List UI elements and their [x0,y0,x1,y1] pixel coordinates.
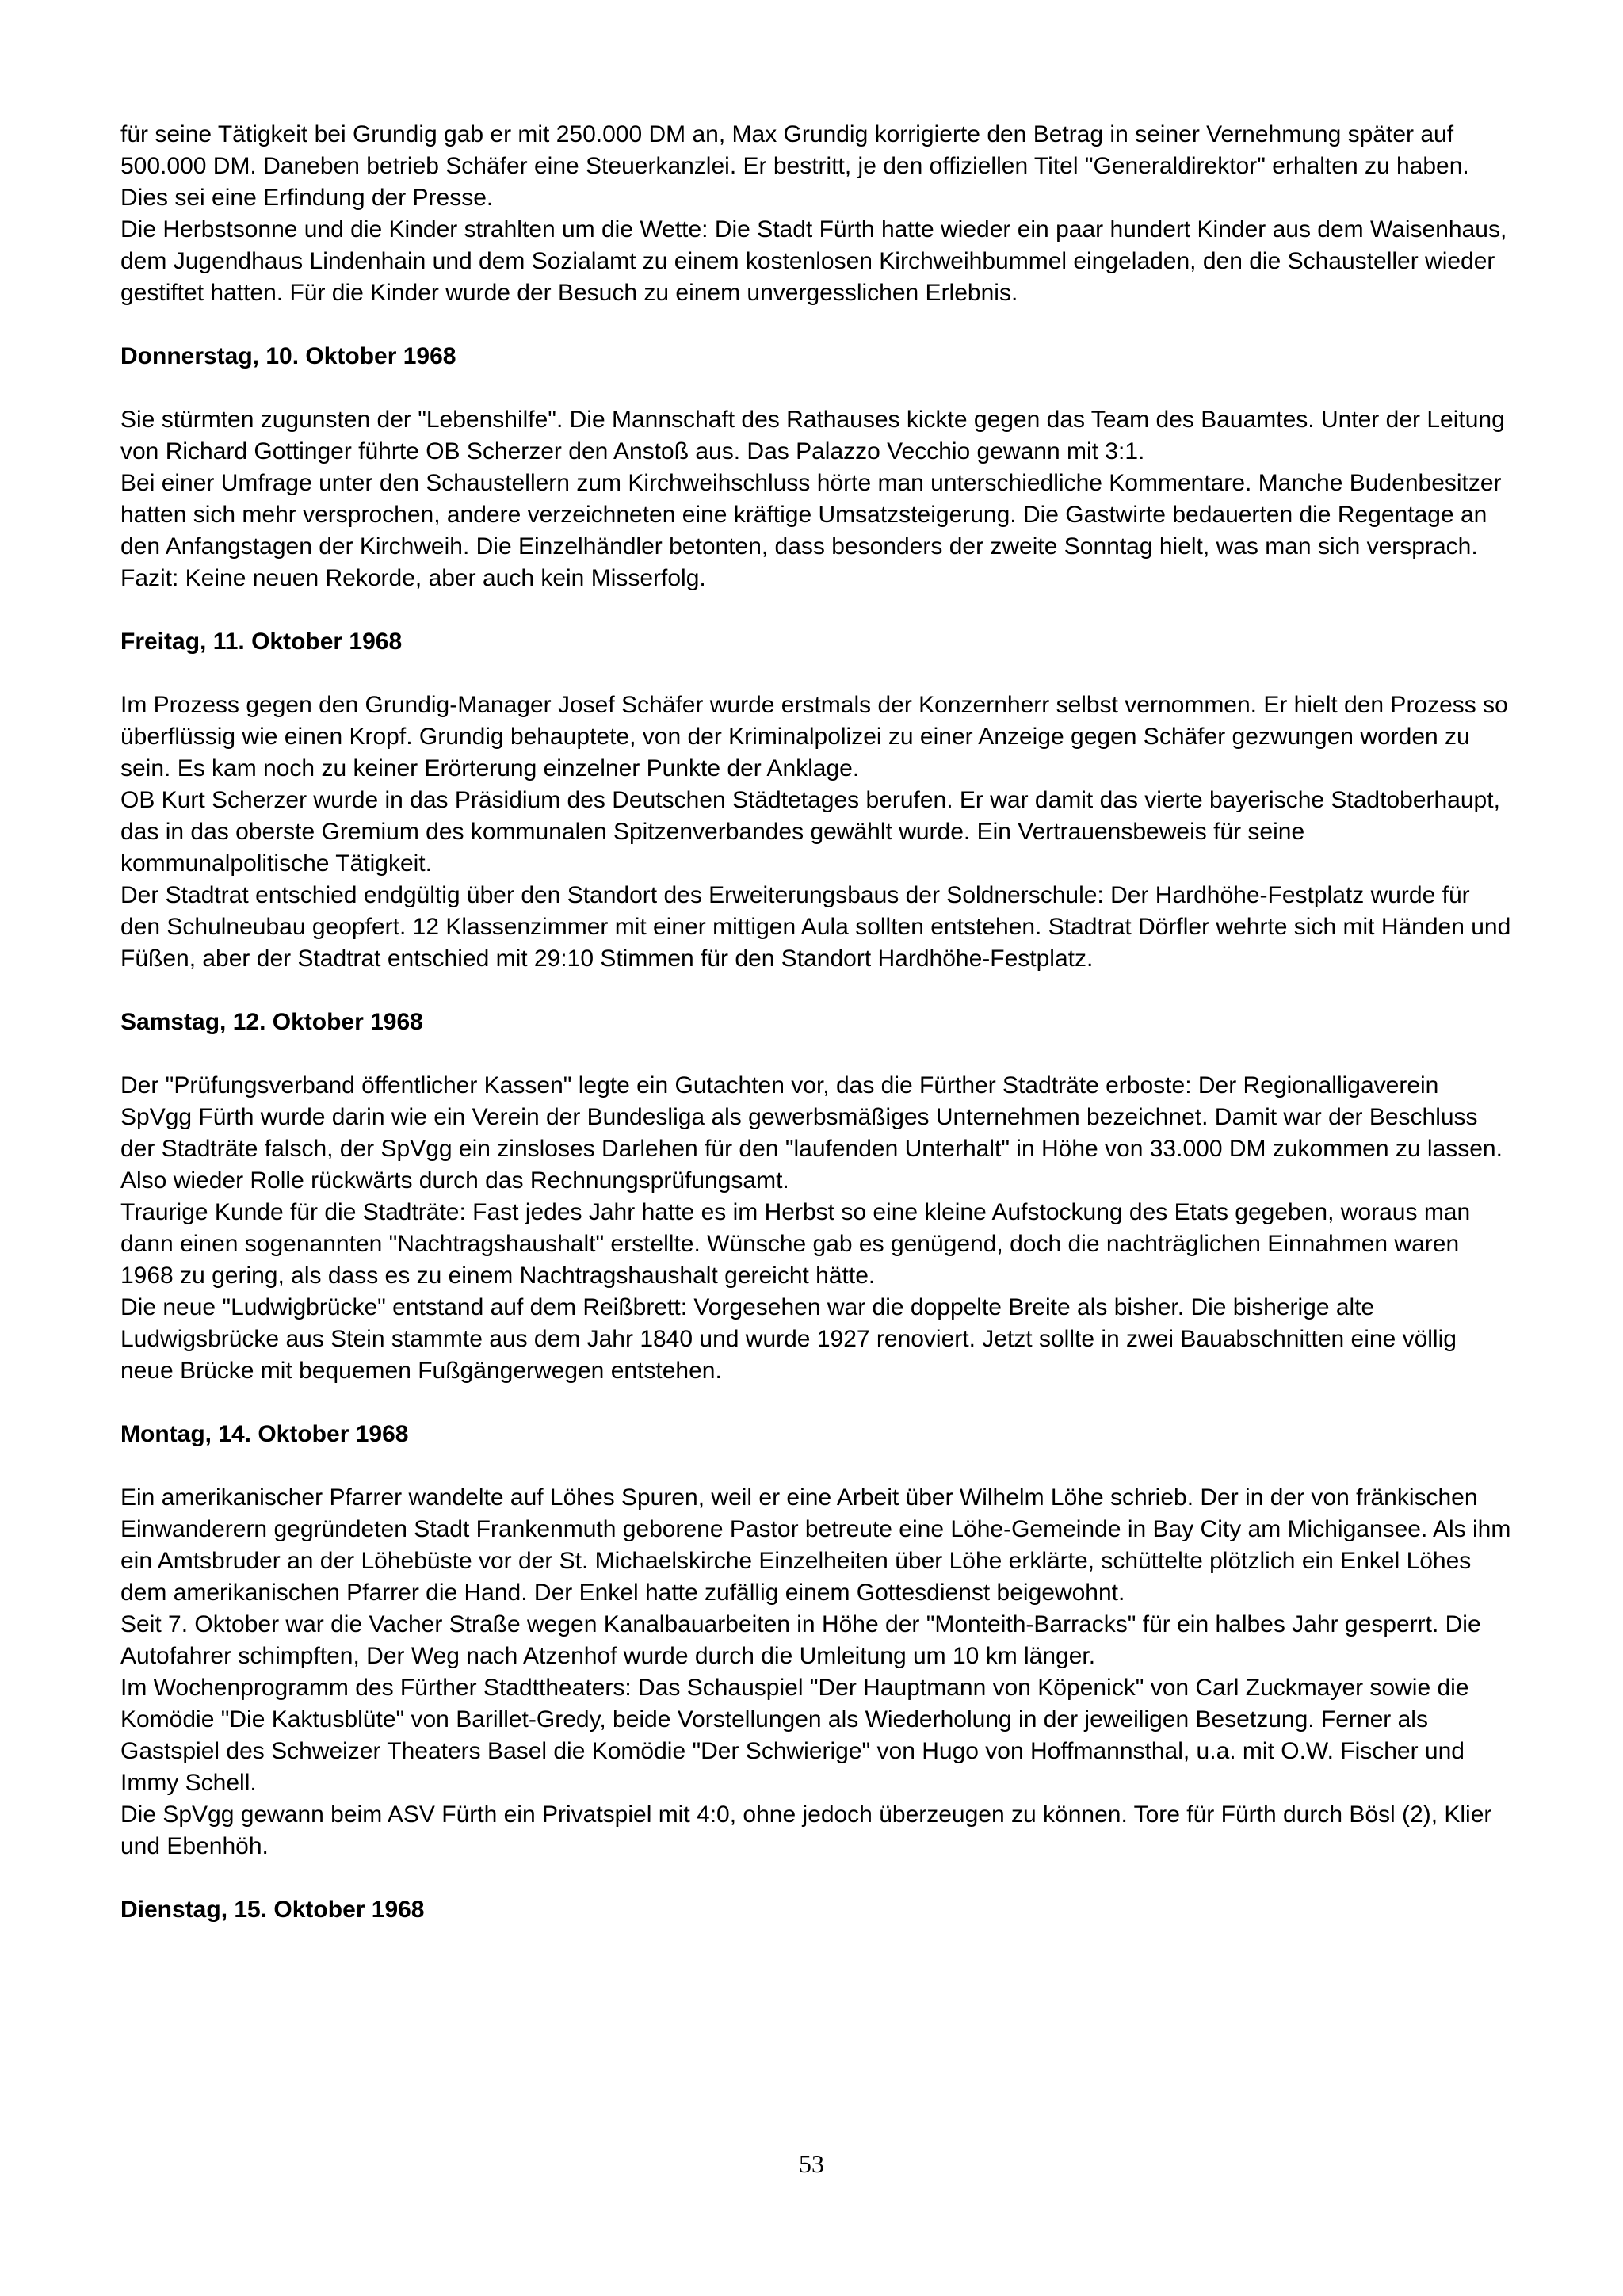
paragraph: Sie stürmten zugunsten der "Lebenshilfe". Die Mannschaft des Rathauses kickte gegen das Team des Bauamtes. Unter der Leitung von Richard Gottinger führte OB Scherzer den Anstoß aus. Das Palazzo Vecchio gewann mit 3:1. [120,407,1505,464]
paragraph: Der "Prüfungsverband öffentlicher Kassen" legte ein Gutachten vor, das die Fürther Stadträte erboste: Der Regionalligaverein SpVgg Fürth wurde darin wie ein Verein der Bundesliga als gewerbsmäßiges Unternehmen bezeichnet. Damit war der Beschluss der Stadträte falsch, der SpVgg ein zinsloses Darlehen für den "laufenden Unterhalt" in Höhe von 33.000 DM zukommen zu lassen. Also wieder Rolle rückwärts durch das Rechnungsprüfungsamt. [120,1072,1503,1194]
section-heading: Samstag, 12. Oktober 1968 [120,1009,423,1035]
paragraph: OB Kurt Scherzer wurde in das Präsidium des Deutschen Städtetages berufen. Er war damit das vierte bayerische Stadtoberhaupt, das in das oberste Gremium des kommunalen Spitzenverbandes gewählt wurde. Ein Vertrauensbeweis für seine kommunalpolitische Tätigkeit. [120,787,1500,877]
paragraph: Im Prozess gegen den Grundig-Manager Josef Schäfer wurde erstmals der Konzernherr selbst vernommen. Er hielt den Prozess so überflüssig wie einen Kropf. Grundig behauptete, von der Kriminalpolizei zu einer Anzeige gegen Schäfer gezwungen worden zu sein. Es kam noch zu keiner Erörterung einzelner Punkte der Anklage. [120,692,1508,781]
paragraph: Traurige Kunde für die Stadträte: Fast jedes Jahr hatte es im Herbst so eine kleine Aufstockung des Etats gegeben, woraus man dann einen sogenannten "Nachtragshaushalt" erstellte. Wünsche gab es genügend, doch die nachträglichen Einnahmen waren 1968 zu gering, als dass es zu einem Nachtragshaushalt gereicht hätte. [120,1199,1471,1289]
section-heading: Freitag, 11. Oktober 1968 [120,628,403,655]
section-heading: Montag, 14. Oktober 1968 [120,1421,409,1447]
paragraph: Die neue "Ludwigbrücke" entstand auf dem Reißbrett: Vorgesehen war die doppelte Breite als bisher. Die bisherige alte Ludwigsbrücke aus Stein stammte aus dem Jahr 1840 und wurde 1927 renoviert. Jetzt sollte in zwei Bauabschnitten eine völlig neue Brücke mit bequemen Fußgängerwegen entstehen. [120,1294,1457,1384]
paragraph: Im Wochenprogramm des Fürther Stadttheaters: Das Schauspiel "Der Hauptmann von Köpenick" von Carl Zuckmayer sowie die Komödie "Die Kaktusblüte" von Barillet-Gredy, beide Vorstellungen als Wiederholung in der jeweiligen Besetzung. Ferner als Gastspiel des Schweizer Theaters Basel die Komödie "Der Schwierige" von Hugo von Hoffmannsthal, u.a. mit O.W. Fischer und Immy Schell. [120,1675,1469,1796]
section-heading: Donnerstag, 10. Oktober 1968 [120,343,456,369]
section-heading: Dienstag, 15. Oktober 1968 [120,1897,425,1923]
paragraph: Die SpVgg gewann beim ASV Fürth ein Privatspiel mit 4:0, ohne jedoch überzeugen zu können. Tore für Fürth durch Bösl (2), Klier und Ebenhöh. [120,1801,1492,1859]
paragraph: für seine Tätigkeit bei Grundig gab er mit 250.000 DM an, Max Grundig korrigierte den Betrag in seiner Vernehmung später auf 500.000 DM. Daneben betrieb Schäfer eine Steuerkanzlei. Er bestritt, je den offiziellen Titel "Generaldirektor" erhalten zu haben. Dies sei eine Erfindung der Presse. [120,121,1469,211]
paragraph: Ein amerikanischer Pfarrer wandelte auf Löhes Spuren, weil er eine Arbeit über Wilhelm Löhe schrieb. Der in der von fränkischen Einwanderern gegründeten Stadt Frankenmuth geborene Pastor betreute eine Löhe-Gemeinde in Bay City am Michigansee. Als ihm ein Amtsbruder an der Löhebüste vor der St. Michaelskirche Einzelheiten über Löhe erklärte, schüttelte plötzlich ein Enkel Löhes dem amerikanischen Pfarrer die Hand. Der Enkel hatte zufällig einem Gottesdienst beigewohnt. [120,1484,1511,1606]
paragraph: Der Stadtrat entschied endgültig über den Standort des Erweiterungsbaus der Soldnerschule: Der Hardhöhe-Festplatz wurde für den Schulneubau geopfert. 12 Klassenzimmer mit einer mittigen Aula sollten entstehen. Stadtrat Dörfler wehrte sich mit Händen und Füßen, aber der Stadtrat entschied mit 29:10 Stimmen für den Standort Hardhöhe-Festplatz. [120,882,1511,972]
paragraph: Bei einer Umfrage unter den Schaustellern zum Kirchweihschluss hörte man unterschiedliche Kommentare. Manche Budenbesitzer hatten sich mehr versprochen, andere verzeichneten eine kräftige Umsatzsteigerung. Die Gastwirte bedauerten die Regentage an den Anfangstagen der Kirchweih. Die Einzelhändler betonten, dass besonders der zweite Sonntag hielt, was man sich versprach. Fazit: Keine neuen Rekorde, aber auch kein Misserfolg. [120,470,1502,591]
paragraph: Seit 7. Oktober war die Vacher Straße wegen Kanalbauarbeiten in Höhe der "Monteith-Barracks" für ein halbes Jahr gesperrt. Die Autofahrer schimpften, Der Weg nach Atzenhof wurde durch die Umleitung um 10 km länger. [120,1611,1481,1669]
document-content [120,119,1512,1958]
page-number: 53 [799,2149,824,2178]
paragraph: Die Herbstsonne und die Kinder strahlten um die Wette: Die Stadt Fürth hatte wieder ein paar hundert Kinder aus dem Waisenhaus, dem Jugendhaus Lindenhain und dem Sozialamt zu einem kostenlosen Kirchweihbummel eingeladen, den die Schausteller wieder gestiftet hatten. Für die Kinder wurde der Besuch zu einem unvergesslichen Erlebnis. [120,216,1507,306]
